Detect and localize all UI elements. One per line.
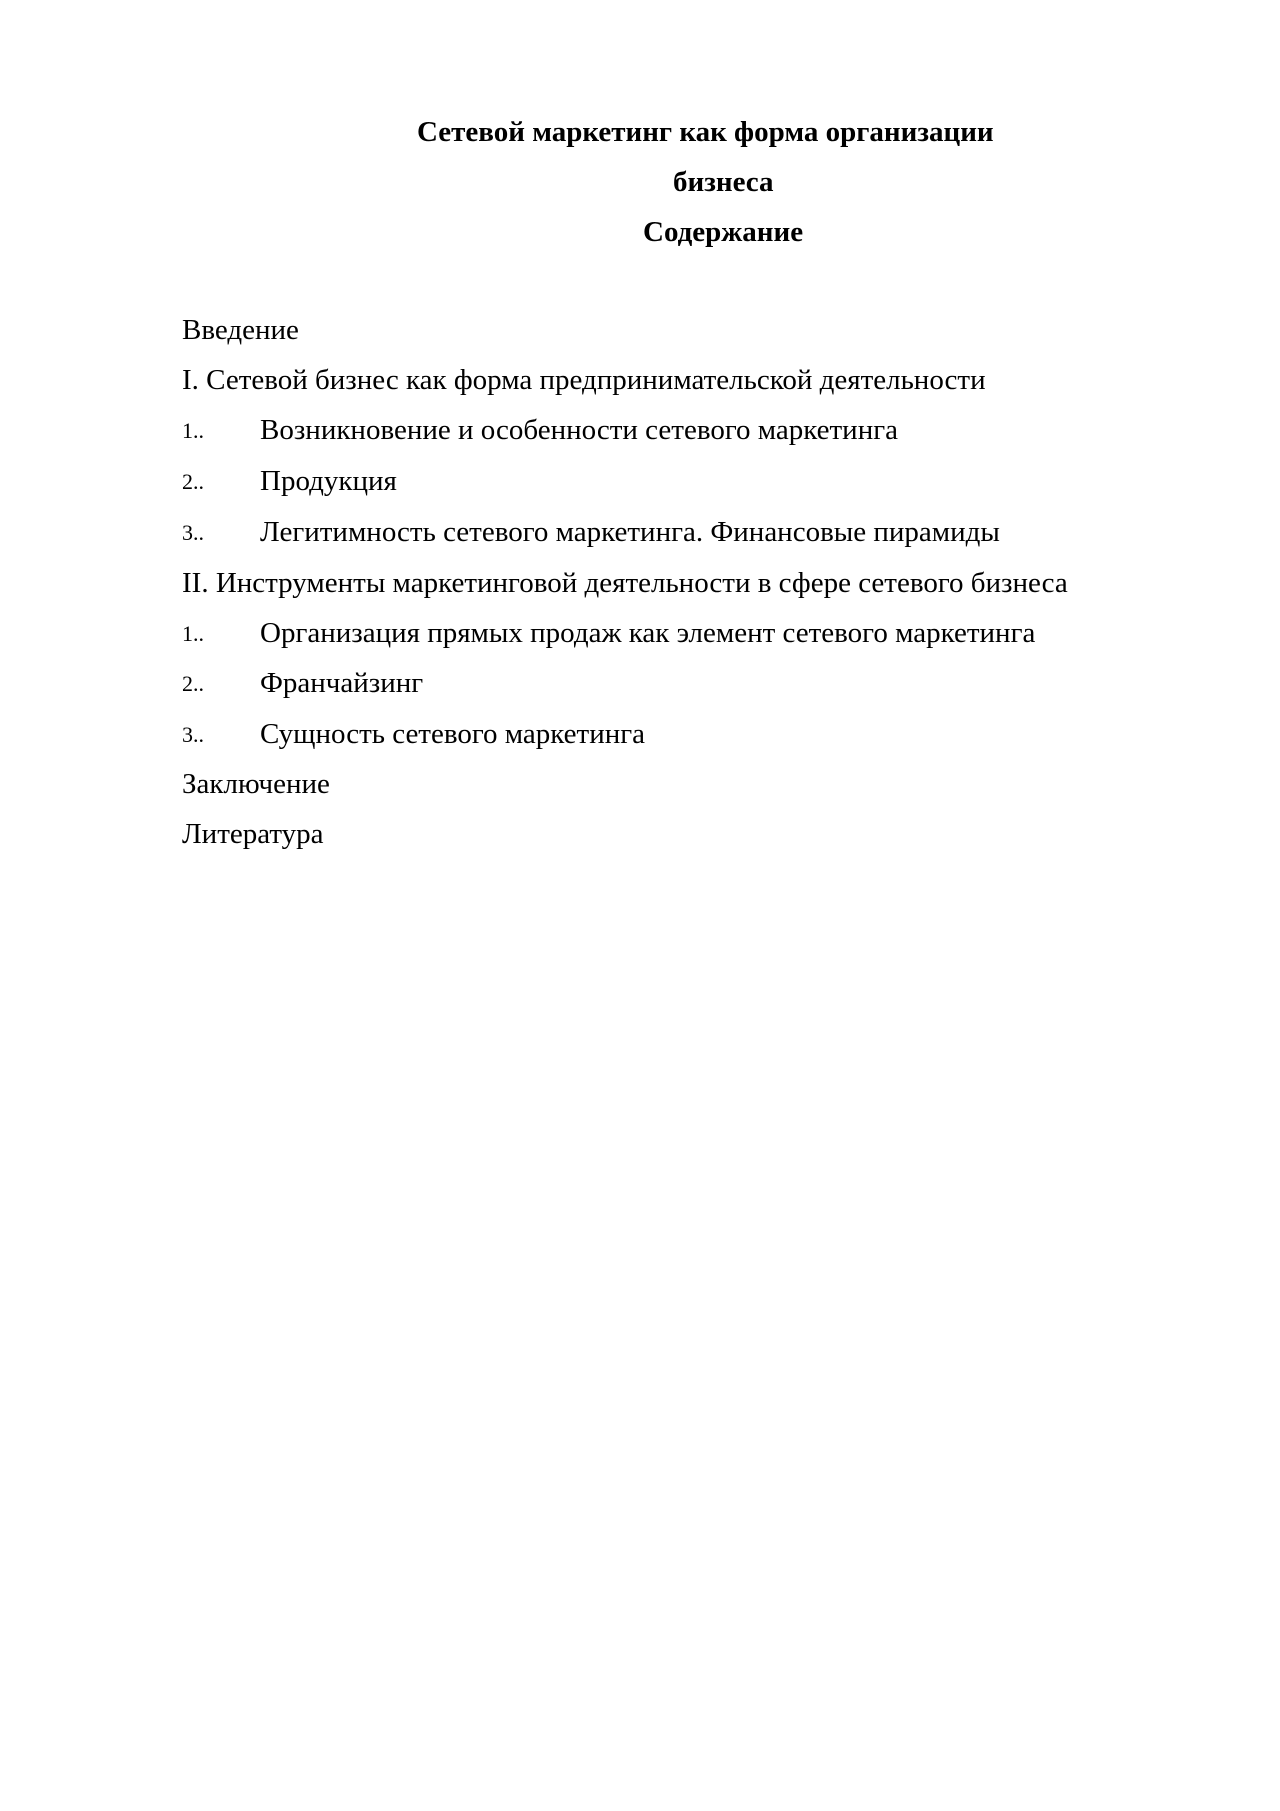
contents-heading: Содержание: [643, 216, 804, 248]
toc-subitem-number: 1..: [182, 418, 204, 443]
toc-subitem-number: 2..: [182, 469, 204, 494]
toc-subitem-number: 3..: [182, 520, 204, 545]
toc-entry-conclusion: Заключение: [182, 768, 330, 800]
toc-section-1-title: I. Сетевой бизнес как форма предпринимательской деятельности: [182, 364, 986, 396]
toc-subitem-text: Возникновение и особенности сетевого маркетинга: [260, 414, 898, 446]
toc-subitem-text: Продукция: [260, 465, 397, 497]
document-title-line-1: Сетевой маркетинг как форма организации: [417, 116, 994, 148]
toc-subitem-number: 2..: [182, 671, 204, 696]
toc-subitem-number: 3..: [182, 722, 204, 747]
toc-entry-introduction: Введение: [182, 314, 299, 346]
toc-subitem-text: Франчайзинг: [260, 667, 424, 699]
toc-entry-literature: Литература: [182, 818, 324, 850]
toc-subitem-text: Легитимность сетевого маркетинга. Финансовые пирамиды: [260, 516, 1000, 548]
toc-subitem-number: 1..: [182, 621, 204, 646]
toc-section-2-title: II. Инструменты маркетинговой деятельности в сфере сетевого бизнеса: [182, 567, 1068, 599]
toc-subitem-text: Организация прямых продаж как элемент сетевого маркетинга: [260, 617, 1036, 649]
toc-subitem-text: Сущность сетевого маркетинга: [260, 718, 646, 750]
document-title-line-2: бизнеса: [673, 166, 774, 198]
